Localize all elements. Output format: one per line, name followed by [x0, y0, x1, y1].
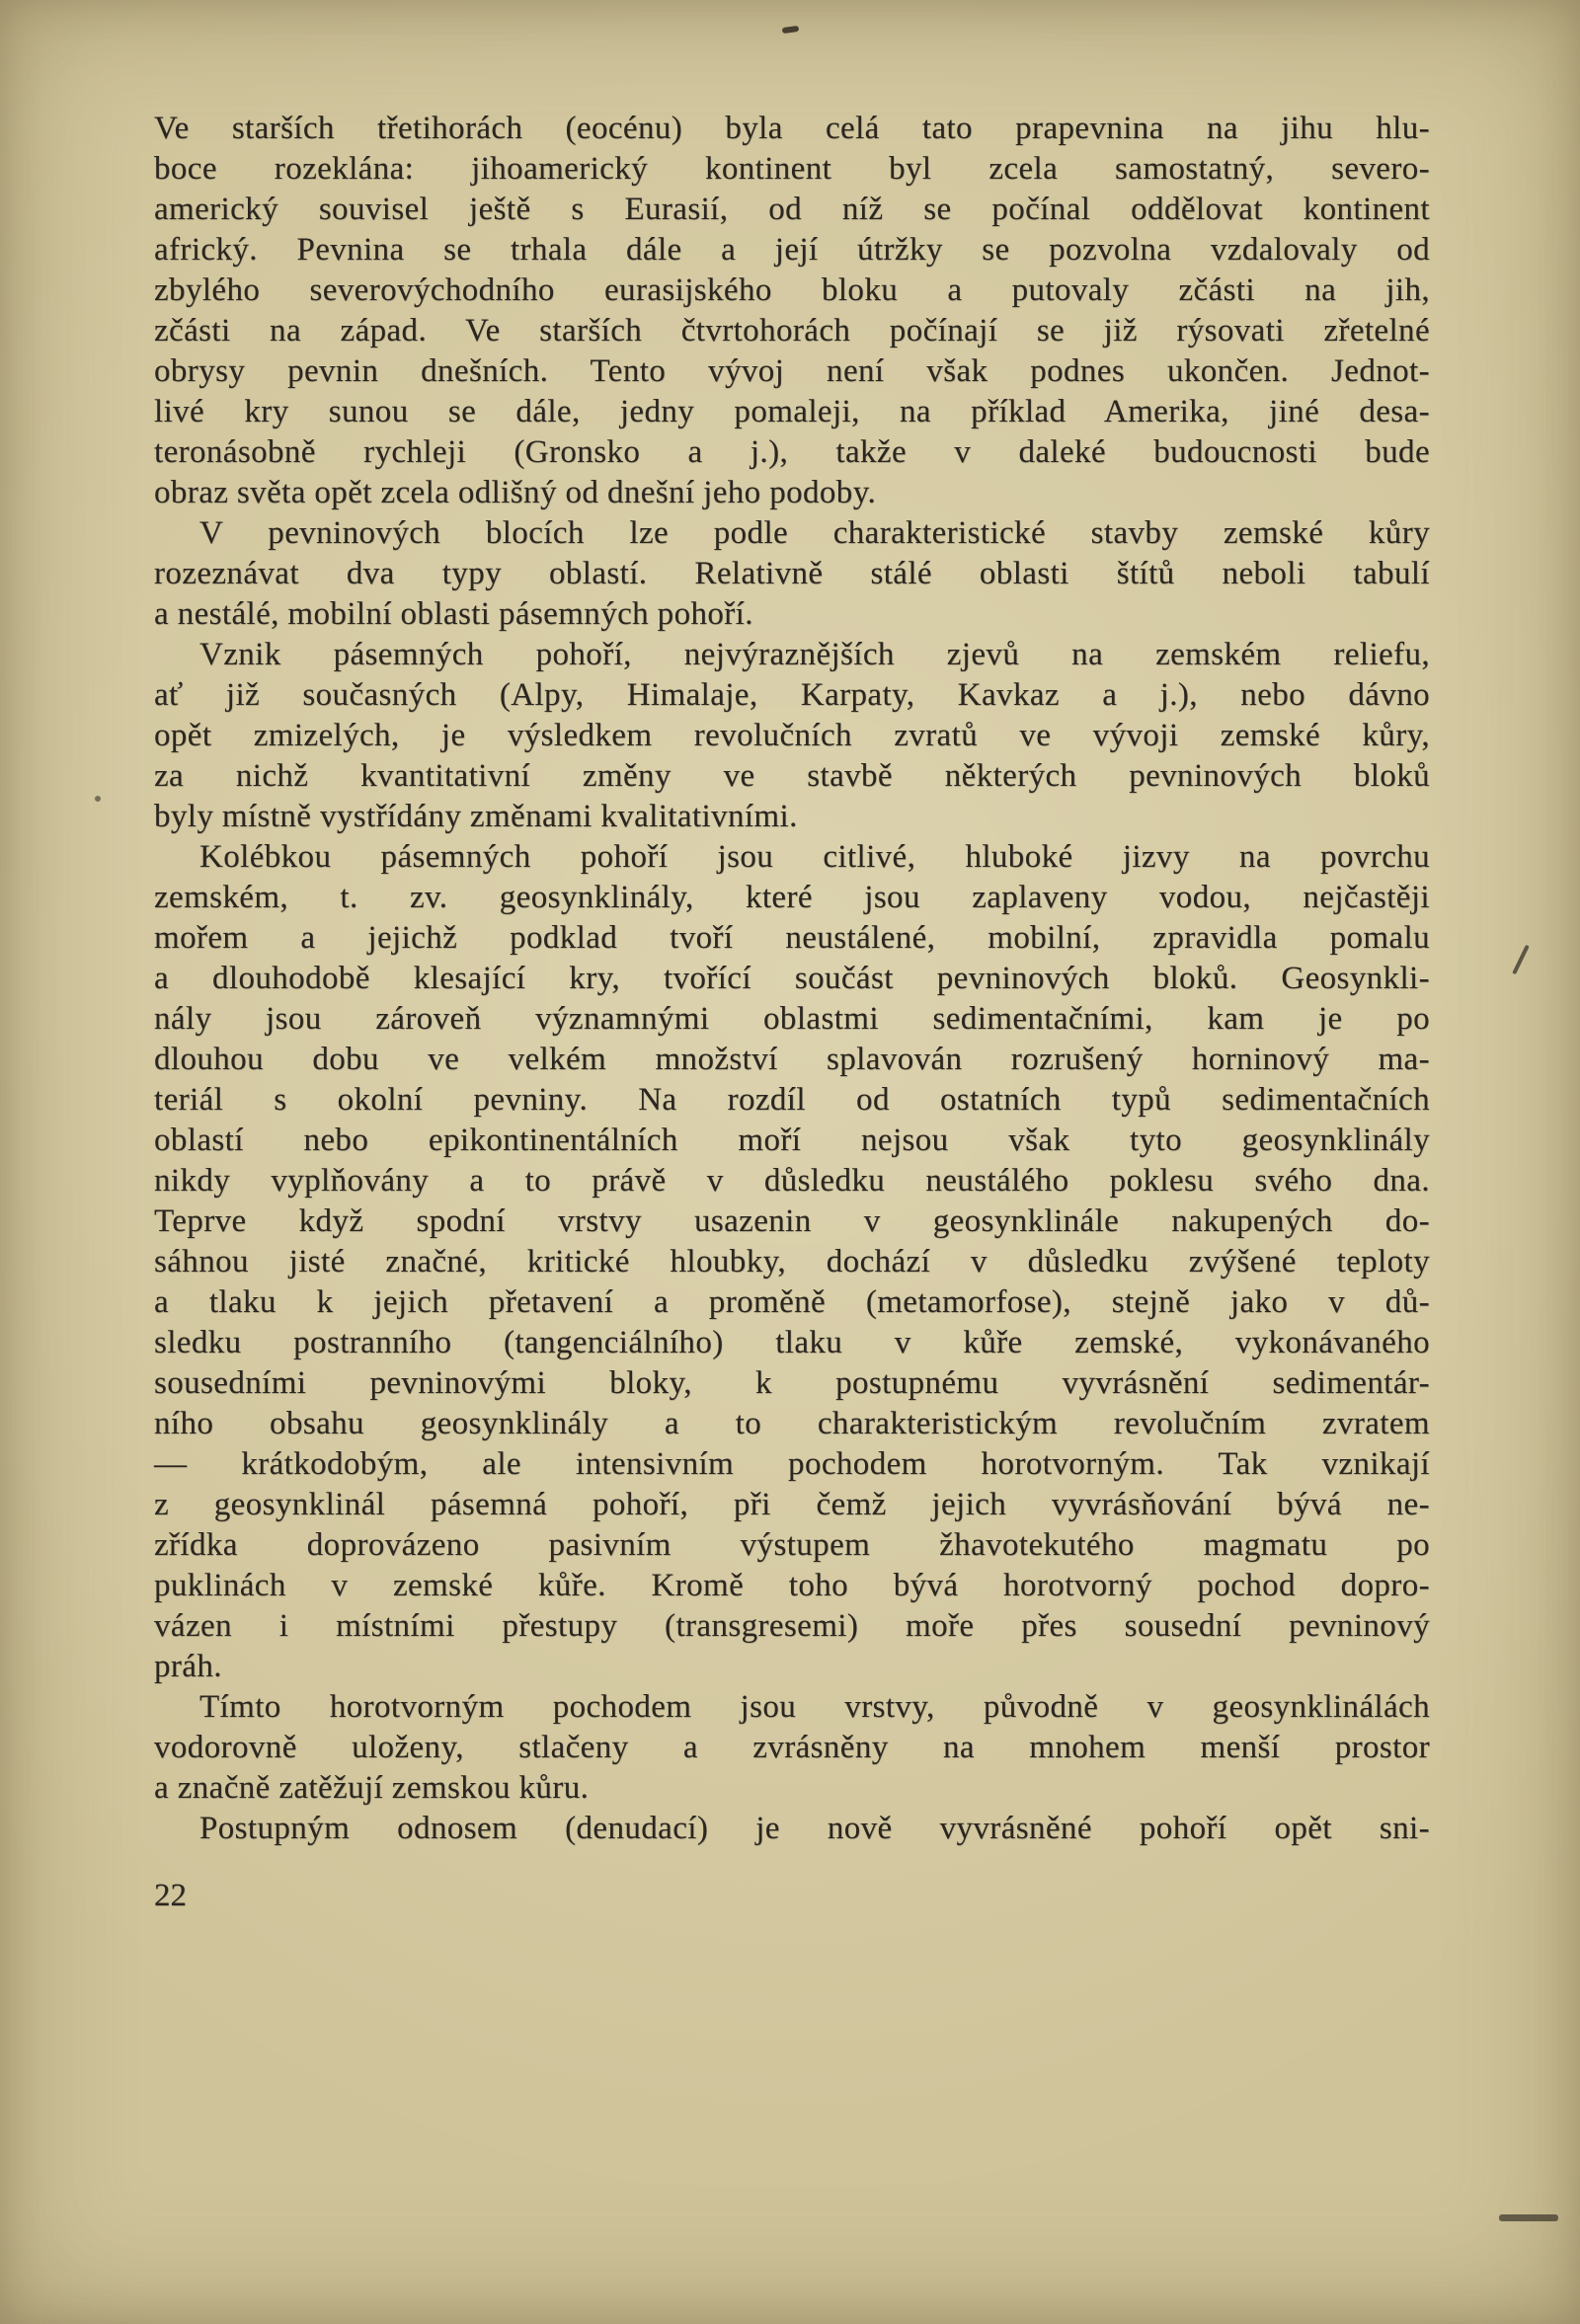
scan-speck-left-margin: [95, 796, 101, 802]
text-line: livé kry sunou se dále, jedny pomaleji, na příklad Amerika, jiné desa-: [154, 394, 1430, 429]
text-line: — krátkodobým, ale intensivním pochodem horotvorným. Tak vznikají: [154, 1446, 1430, 1482]
text-line: a nestálé, mobilní oblasti pásemných pohoří.: [154, 596, 753, 632]
text-line: Postupným odnosem (denudací) je nově vyvrásněné pohoří opět sni-: [199, 1811, 1430, 1846]
text-line: obraz světa opět zcela odlišný od dnešní jeho podoby.: [154, 475, 877, 510]
text-line: sledku postranního (tangenciálního) tlaku v kůře zemské, vykonávaného: [154, 1325, 1430, 1360]
text-line: zbylého severovýchodního eurasijského bloku a putovaly zčásti na jih,: [154, 272, 1430, 308]
text-line: puklinách v zemské kůře. Kromě toho bývá horotvorný pochod dopro-: [154, 1568, 1430, 1603]
text-line: a značně zatěžují zemskou kůru.: [154, 1770, 590, 1806]
text-line: opět zmizelých, je výsledkem revolučních zvratů ve vývoji zemské kůry,: [154, 718, 1430, 753]
text-line: ního obsahu geosynklinály a to charakteristickým revolučním zvratem: [154, 1406, 1430, 1441]
scan-mark-right-edge: [1512, 945, 1530, 975]
text-line: vázen i místními přestupy (transgresemi) moře přes sousední pevninový: [154, 1608, 1430, 1644]
paragraph: [154, 837, 1430, 1687]
text-line: teriál s okolní pevniny. Na rozdíl od ostatních typů sedimentačních: [154, 1082, 1430, 1118]
text-line: a dlouhodobě klesající kry, tvořící součást pevninových bloků. Geosynkli-: [154, 961, 1430, 996]
paragraph: [154, 635, 1430, 837]
text-line: ať již současných (Alpy, Himalaje, Karpaty, Kavkaz a j.), nebo dávno: [154, 677, 1430, 713]
text-line: z geosynklinál pásemná pohoří, při čemž jejich vyvrásňování bývá ne-: [154, 1487, 1430, 1522]
page-number: 22: [154, 1878, 187, 1913]
text-line: americký souvisel ještě s Eurasií, od níž se počínal oddělovat kontinent: [154, 192, 1430, 227]
text-line: zemském, t. zv. geosynklinály, které jsou zaplaveny vodou, nejčastěji: [154, 880, 1430, 915]
text-line: sáhnou jisté značné, kritické hloubky, dochází v důsledku zvýšené teploty: [154, 1244, 1430, 1279]
text-line: za nichž kvantitativní změny ve stavbě některých pevninových bloků: [154, 758, 1430, 794]
text-line: a tlaku k jejich přetavení a proměně (metamorfose), stejně jako v dů-: [154, 1284, 1430, 1320]
text-line: Tímto horotvorným pochodem jsou vrstvy, původně v geosynklinálách: [199, 1689, 1430, 1725]
paragraph: [154, 513, 1430, 635]
body-text: [154, 109, 1430, 1849]
text-line: byly místně vystřídány změnami kvalitativními.: [154, 799, 798, 834]
text-line: nály jsou zároveň významnými oblastmi sedimentačními, kam je po: [154, 1001, 1430, 1037]
text-line: dlouhou dobu ve velkém množství splavován rozrušený horninový ma-: [154, 1042, 1430, 1077]
text-line: obrysy pevnin dnešních. Tento vývoj není však podnes ukončen. Jednot-: [154, 353, 1430, 389]
paragraph: [154, 109, 1430, 513]
text-line: V pevninových blocích lze podle charakteristické stavby zemské kůry: [199, 515, 1430, 551]
text-line: teronásobně rychleji (Gronsko a j.), takže v daleké budoucnosti bude: [154, 434, 1430, 470]
text-line: oblastí nebo epikontinentálních moří nejsou však tyto geosynklinály: [154, 1123, 1430, 1158]
text-line: zřídka doprovázeno pasivním výstupem žhavotekutého magmatu po: [154, 1527, 1430, 1563]
text-line: Teprve když spodní vrstvy usazenin v geosynklinále nakupených do-: [154, 1203, 1430, 1239]
text-line: Ve starších třetihorách (eocénu) byla celá tato prapevnina na jihu hlu-: [154, 111, 1430, 146]
text-line: zčásti na západ. Ve starších čtvrtohorách počínají se již rýsovati zřetelné: [154, 313, 1430, 349]
scan-speck-top: [782, 26, 800, 34]
text-line: mořem a jejichž podklad tvoří neustálené, mobilní, zpravidla pomalu: [154, 920, 1430, 956]
paragraph: [154, 1687, 1430, 1809]
text-line: africký. Pevnina se trhala dále a její útržky se pozvolna vzdalovaly od: [154, 232, 1430, 268]
text-line: Kolébkou pásemných pohoří jsou citlivé, hluboké jizvy na povrchu: [199, 839, 1430, 875]
text-line: Vznik pásemných pohoří, nejvýraznějších zjevů na zemském reliefu,: [199, 637, 1430, 672]
text-line: rozeznávat dva typy oblastí. Relativně stálé oblasti štítů neboli tabulí: [154, 556, 1430, 591]
text-line: nikdy vyplňovány a to právě v důsledku neustálého poklesu svého dna.: [154, 1163, 1430, 1199]
text-line: boce rozeklána: jihoamerický kontinent byl zcela samostatný, severo-: [154, 151, 1430, 187]
paragraph: [154, 1809, 1430, 1849]
text-line: vodorovně uloženy, stlačeny a zvrásněny na mnohem menší prostor: [154, 1730, 1430, 1765]
scan-dash-bottom-right: [1499, 2214, 1558, 2221]
text-line: práh.: [154, 1649, 222, 1684]
text-line: sousedními pevninovými bloky, k postupnému vyvrásnění sedimentár-: [154, 1365, 1430, 1401]
